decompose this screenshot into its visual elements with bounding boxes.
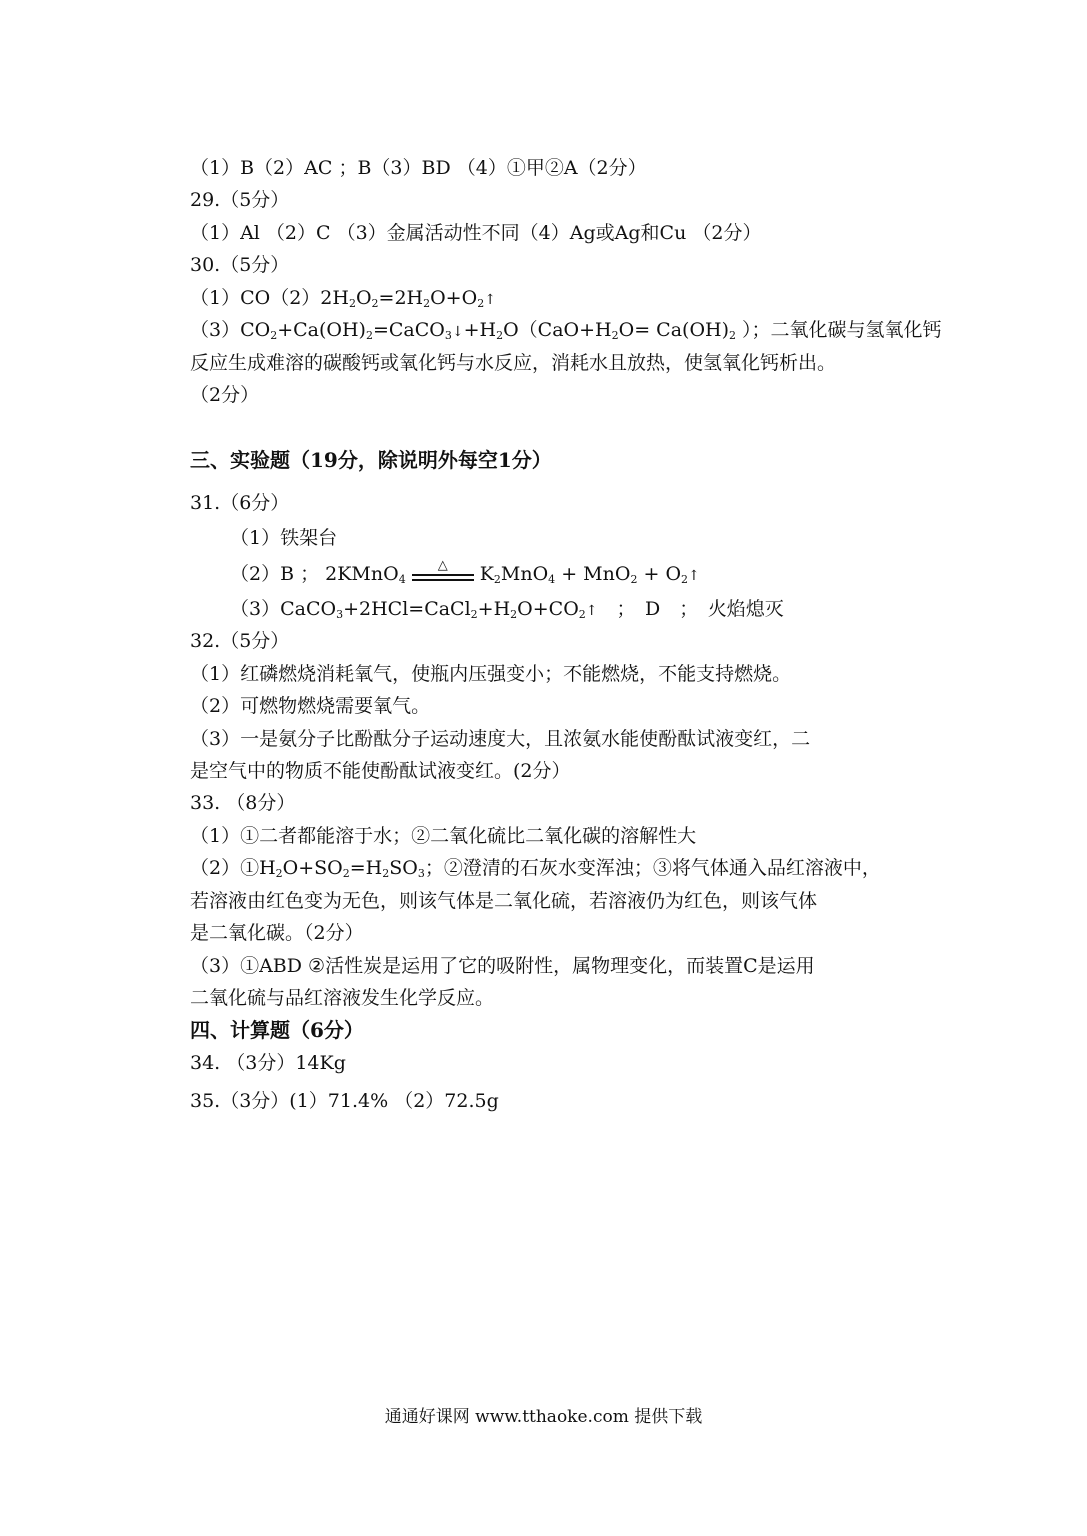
answer-33-2-score: 是二氧化碳。（2分） xyxy=(190,922,364,944)
question-29-heading: 29.（5分） xyxy=(190,189,290,211)
section-4-heading: 四、计算题（6分） xyxy=(190,1018,364,1042)
answer-28: （1）B（2）AC ；B（3）BD （4）①甲②A（2分） xyxy=(190,157,647,179)
answer-30-3-cont: 反应生成难溶的碳酸钙或氧化钙与水反应，消耗水且放热，使氢氧化钙析出。 xyxy=(190,352,837,374)
answer-30-3: $(3)CO_2+Ca(OH)_2=CaCO_3↓+H_2O(CaO+H_2O= Ca(OH)_2$ ）；二氧化碳与氢氧化钙 xyxy=(190,319,942,342)
answer-34: 34. （3分）14Kg xyxy=(190,1052,346,1074)
answer-35: 35.（3分）(1）71.4% （2）72.5g xyxy=(190,1090,499,1112)
answer-32-3: （3）一是氨分子比酚酞分子运动速度大，且浓氨水能使酚酞试液变红，二 xyxy=(190,728,811,750)
answer-32-3-cont: 是空气中的物质不能使酚酞试液变红。(2分） xyxy=(190,760,571,782)
page-footer: 通通好课网 www.tthaoke.com 提供下载 xyxy=(384,1407,703,1427)
answer-31-1: （1）铁架台 xyxy=(230,527,338,549)
answer-29: （1）Al （2）C （3）金属活动性不同（4）Ag或Ag和Cu （2分） xyxy=(190,222,762,244)
answer-31-3: $(3)CaCO_3+2HCl=CaCl_2+H_2O+CO_2↑$ ； D ； 火焰熄灭 xyxy=(230,598,784,621)
answer-30-3-explanation: ；二氧化碳与氢氧化钙 xyxy=(751,319,942,341)
question-31-heading: 31.（6分） xyxy=(190,492,290,514)
answer-33-3: （3）①ABD ②活性炭是运用了它的吸附性，属物理变化，而装置C是运用 xyxy=(190,955,815,977)
answer-32-1: （1）红磷燃烧消耗氧气，使瓶内压强变小；不能燃烧，不能支持燃烧。 xyxy=(190,663,792,685)
answer-33-2: $(2)①H_2O+SO_2=H_2SO_3$；②澄清的石灰水变浑浊；③将气体通入品红溶液中， xyxy=(190,857,881,880)
answer-33-1: （1）①二者都能溶于水；②二氧化硫比二氧化碳的溶解性大 xyxy=(190,825,697,847)
section-3-heading: 三、实验题（19分，除说明外每空1分） xyxy=(190,448,552,472)
answer-33-2-rest: ；②澄清的石灰水变浑浊；③将气体通入品红溶液中， xyxy=(424,857,881,879)
answer-31-2: （2）B ； 2KMnO$_4$ △ $K_2MnO_4 + MnO_2$ + $O_2↑$ xyxy=(230,558,700,586)
answer-32-2: （2）可燃物燃烧需要氧气。 xyxy=(190,695,431,717)
answer-33-3-cont: 二氧化硫与品红溶液发生化学反应。 xyxy=(190,987,495,1009)
answer-30-score: （2分） xyxy=(190,384,260,406)
heating-condition: △ xyxy=(412,568,474,582)
question-33-heading: 33. （8分） xyxy=(190,792,296,814)
question-30-heading: 30.（5分） xyxy=(190,254,290,276)
answer-30-1: $(1)CO(2)2H_2O_2=2H_2O+O_2↑$ xyxy=(190,287,496,310)
question-32-heading: 32.（5分） xyxy=(190,630,290,652)
answer-33-2-cont: 若溶液由红色变为无色，则该气体是二氧化硫，若溶液仍为红色，则该气体 xyxy=(190,890,818,912)
